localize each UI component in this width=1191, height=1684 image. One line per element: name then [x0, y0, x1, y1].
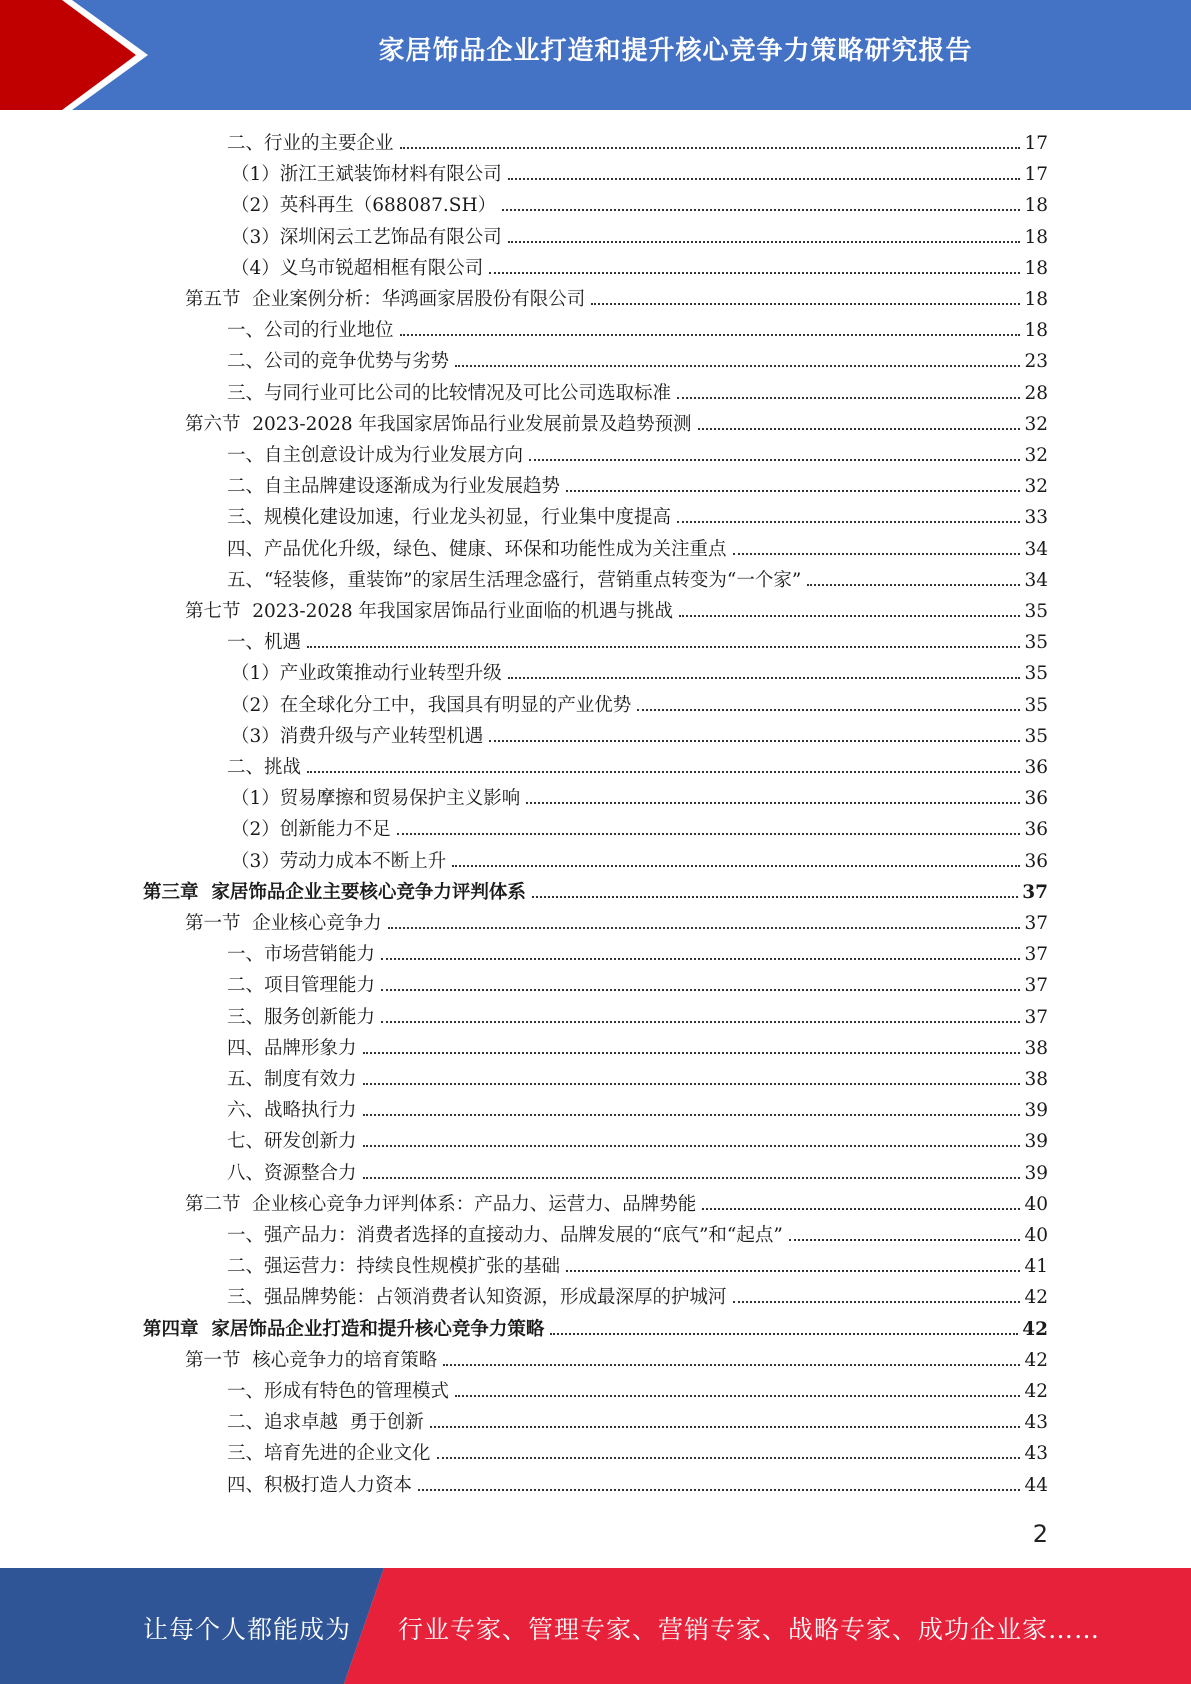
toc-dot-leader: [437, 1456, 1021, 1459]
toc-dot-leader: [363, 1176, 1021, 1179]
toc-entry-page: 34: [1024, 569, 1048, 591]
toc-entry-title: （2）英科再生（688087.SH）: [231, 195, 497, 217]
toc-entry[interactable]: [227, 752, 1048, 783]
toc-entry-page: 37: [1024, 975, 1048, 997]
toc-dot-leader: [807, 583, 1020, 586]
toc-dot-leader: [400, 333, 1021, 336]
toc-entry[interactable]: [231, 721, 1048, 752]
toc-dot-leader: [307, 645, 1020, 648]
toc-entry-title: 五、制度有效力: [227, 1069, 357, 1090]
toc-entry[interactable]: [227, 1282, 1048, 1313]
toc-entry-page: 40: [1024, 1225, 1048, 1246]
toc-entry-page: 18: [1024, 289, 1048, 310]
toc-entry-title: 第三章 家居饰品企业主要核心竞争力评判体系: [143, 881, 526, 903]
toc-entry-title: 二、项目管理能力: [227, 975, 376, 997]
toc-entry-title: 第二节 企业核心竞争力评判体系：产品力、运营力、品牌势能: [185, 1193, 697, 1215]
toc-entry[interactable]: [227, 315, 1048, 346]
toc-entry[interactable]: [227, 1064, 1048, 1095]
toc-entry-title: 四、积极打造人力资本: [227, 1474, 413, 1496]
toc-entry-page: 37: [1024, 1006, 1048, 1028]
toc-entry-page: 42: [1024, 1381, 1048, 1402]
toc-entry-page: 35: [1024, 632, 1048, 654]
toc-dot-leader: [363, 1113, 1021, 1116]
toc-entry[interactable]: [227, 1470, 1048, 1501]
toc-entry[interactable]: [231, 783, 1048, 814]
toc-dot-leader: [677, 396, 1020, 399]
toc-dot-leader: [566, 489, 1020, 492]
toc-entry-page: 17: [1024, 164, 1048, 186]
toc-entry[interactable]: [227, 1407, 1048, 1438]
report-title: 家居饰品企业打造和提升核心竞争力策略研究报告: [378, 36, 973, 66]
toc-entry[interactable]: [231, 253, 1048, 284]
toc-entry[interactable]: [227, 970, 1048, 1001]
toc-entry-title: 第四章 家居饰品企业打造和提升核心竞争力策略: [143, 1318, 545, 1340]
toc-dot-leader: [566, 1269, 1020, 1272]
toc-entry[interactable]: [185, 1189, 1048, 1220]
toc-entry[interactable]: [143, 1314, 1048, 1345]
toc-dot-leader: [397, 832, 1021, 835]
page-header: [0, 0, 1191, 110]
toc-entry-title: 二、挑战: [227, 757, 302, 778]
toc-entry[interactable]: [231, 846, 1048, 877]
toc-entry-page: 43: [1024, 1412, 1048, 1434]
toc-entry-title: （1）产业政策推动行业转型升级: [231, 663, 502, 685]
toc-entry[interactable]: [231, 159, 1048, 190]
toc-entry-title: 二、强运营力：持续良性规模扩张的基础: [227, 1256, 561, 1278]
toc-entry[interactable]: [227, 1033, 1048, 1064]
toc-entry[interactable]: [143, 877, 1048, 908]
toc-entry-title: 二、自主品牌建设逐渐成为行业发展趋势: [227, 476, 561, 498]
toc-dot-leader: [550, 1332, 1018, 1335]
page-number: 2: [1032, 1520, 1048, 1548]
toc-entry[interactable]: [231, 690, 1048, 721]
toc-entry[interactable]: [227, 346, 1048, 377]
toc-entry-title: 一、形成有特色的管理模式: [227, 1381, 450, 1402]
toc-entry-page: 44: [1024, 1474, 1048, 1496]
toc-dot-leader: [452, 864, 1020, 867]
toc-entry[interactable]: [227, 1002, 1048, 1033]
toc-entry-title: 三、规模化建设加速，行业龙头初显，行业集中度提高: [227, 507, 672, 529]
toc-dot-leader: [489, 271, 1020, 274]
toc-entry[interactable]: [227, 1095, 1048, 1126]
toc-entry[interactable]: [227, 1126, 1048, 1157]
toc-entry-title: 一、公司的行业地位: [227, 320, 394, 342]
toc-dot-leader: [381, 957, 1020, 960]
toc-entry-page: 28: [1024, 382, 1048, 404]
toc-entry-title: 七、研发创新力: [227, 1131, 357, 1153]
toc-dot-leader: [508, 240, 1021, 243]
toc-entry[interactable]: [231, 814, 1048, 845]
toc-entry-title: 四、品牌形象力: [227, 1037, 357, 1059]
toc-entry[interactable]: [185, 908, 1048, 939]
toc-entry-title: 三、培育先进的企业文化: [227, 1443, 431, 1465]
toc-entry-page: 36: [1024, 788, 1048, 810]
toc-dot-leader: [430, 1425, 1021, 1428]
toc-entry-title: （3）劳动力成本不断上升: [231, 850, 447, 872]
toc-entry-title: 二、行业的主要企业: [227, 133, 394, 154]
toc-dot-leader: [677, 520, 1020, 523]
toc-entry-page: 37: [1024, 913, 1048, 934]
toc-entry-page: 37: [1022, 881, 1048, 903]
toc-entry-title: （3）深圳闲云工艺饰品有限公司: [231, 226, 502, 248]
toc-entry-title: 第六节 2023-2028 年我国家居饰品行业发展前景及趋势预测: [185, 413, 692, 435]
toc-entry-title: 六、战略执行力: [227, 1100, 357, 1122]
toc-dot-leader: [502, 208, 1020, 211]
toc-entry-page: 18: [1024, 320, 1048, 342]
toc-entry-page: 38: [1024, 1037, 1048, 1059]
toc-entry-page: 40: [1024, 1193, 1048, 1215]
toc-entry-page: 39: [1024, 1131, 1048, 1153]
toc-entry-title: 第一节 企业核心竞争力: [185, 913, 382, 934]
toc-dot-leader: [733, 552, 1021, 555]
toc-dot-leader: [388, 926, 1021, 929]
toc-entry-page: 39: [1024, 1100, 1048, 1122]
toc-dot-leader: [363, 1051, 1021, 1054]
toc-entry-page: 42: [1024, 1287, 1048, 1309]
toc-entry-title: 八、资源整合力: [227, 1162, 357, 1184]
toc-dot-leader: [789, 1238, 1021, 1241]
toc-entry-title: （4）义乌市锐超相框有限公司: [231, 257, 484, 279]
toc-dot-leader: [698, 427, 1021, 430]
toc-entry-title: 五、“轻装修，重装饰”的家居生活理念盛行，营销重点转变为“一个家”: [227, 569, 802, 591]
toc-entry-page: 18: [1024, 195, 1048, 217]
toc-dot-leader: [381, 988, 1020, 991]
toc-entry-page: 41: [1024, 1256, 1048, 1278]
toc-entry-title: 一、强产品力：消费者选择的直接动力、品牌发展的“底气”和“起点”: [227, 1225, 783, 1246]
toc-entry[interactable]: [227, 939, 1048, 970]
toc-entry-title: （1）贸易摩擦和贸易保护主义影响: [231, 788, 521, 810]
toc-dot-leader: [363, 1144, 1021, 1147]
toc-dot-leader: [418, 1488, 1020, 1491]
toc-entry-title: 二、追求卓越 勇于创新: [227, 1412, 424, 1434]
toc-entry[interactable]: [231, 658, 1048, 689]
toc-entry[interactable]: [227, 565, 1048, 596]
toc-entry-title: 三、强品牌势能：占领消费者认知资源，形成最深厚的护城河: [227, 1287, 727, 1309]
toc-entry-page: 37: [1024, 944, 1048, 966]
toc-entry-title: 一、自主创意设计成为行业发展方向: [227, 445, 524, 466]
toc-entry[interactable]: [227, 1158, 1048, 1189]
toc-entry-page: 43: [1024, 1443, 1048, 1465]
toc-dot-leader: [443, 1363, 1020, 1366]
toc-dot-leader: [455, 364, 1020, 367]
toc-entry-page: 39: [1024, 1162, 1048, 1184]
toc-entry[interactable]: [231, 190, 1048, 221]
toc-dot-leader: [400, 146, 1021, 149]
toc-entry-page: 34: [1024, 538, 1048, 560]
toc-entry-page: 35: [1024, 663, 1048, 685]
footer-slogan-left: 让每个人都能成为: [143, 1615, 352, 1644]
toc-entry-title: （3）消费升级与产业转型机遇: [231, 725, 484, 747]
toc-entry[interactable]: [227, 128, 1048, 159]
toc-entry-page: 36: [1024, 757, 1048, 778]
toc-entry[interactable]: [227, 1251, 1048, 1282]
toc-entry[interactable]: [227, 1438, 1048, 1469]
toc-entry-page: 32: [1024, 476, 1048, 498]
toc-entry-page: 35: [1024, 694, 1048, 716]
toc-entry-page: 32: [1024, 413, 1048, 435]
toc-entry[interactable]: [185, 1345, 1048, 1376]
toc-entry[interactable]: [227, 1376, 1048, 1407]
toc-entry-page: 36: [1024, 819, 1048, 841]
toc-entry-title: 三、与同行业可比公司的比较情况及可比公司选取标准: [227, 382, 672, 404]
toc-entry-page: 23: [1024, 351, 1048, 373]
toc-entry[interactable]: [185, 409, 1048, 440]
toc-entry-title: （1）浙江王斌装饰材料有限公司: [231, 164, 502, 186]
footer-slogan-right: 行业专家、管理专家、营销专家、战略专家、成功企业家……: [398, 1615, 1101, 1644]
toc-dot-leader: [702, 1207, 1020, 1210]
toc-entry[interactable]: [227, 1220, 1048, 1251]
toc-entry-page: 36: [1024, 850, 1048, 872]
toc-dot-leader: [455, 1394, 1020, 1397]
toc-entry-title: 三、服务创新能力: [227, 1006, 376, 1028]
toc-dot-leader: [529, 458, 1020, 461]
toc-entry-title: （2）在全球化分工中，我国具有明显的产业优势: [231, 694, 632, 716]
toc-entry-page: 32: [1024, 445, 1048, 466]
toc-entry-page: 33: [1024, 507, 1048, 529]
toc-dot-leader: [508, 177, 1021, 180]
toc-entry[interactable]: [227, 471, 1048, 502]
toc-entry[interactable]: [185, 284, 1048, 315]
toc-dot-leader: [591, 302, 1020, 305]
toc-entry-page: 35: [1024, 601, 1048, 622]
toc-entry-title: 一、市场营销能力: [227, 944, 376, 966]
toc-entry[interactable]: [227, 534, 1048, 565]
toc-entry-title: 第五节 企业案例分析：华鸿画家居股份有限公司: [185, 289, 586, 310]
toc-entry-page: 35: [1024, 725, 1048, 747]
toc-dot-leader: [526, 801, 1020, 804]
toc-entry-title: 四、产品优化升级，绿色、健康、环保和功能性成为关注重点: [227, 538, 727, 560]
toc-dot-leader: [363, 1082, 1021, 1085]
toc-entry-title: 第一节 核心竞争力的培育策略: [185, 1349, 438, 1371]
toc-dot-leader: [489, 739, 1020, 742]
toc-entry-page: 18: [1024, 226, 1048, 248]
toc-entry-page: 17: [1024, 133, 1048, 154]
toc-dot-leader: [381, 1020, 1020, 1023]
toc-entry[interactable]: [185, 596, 1048, 627]
toc-entry-page: 42: [1022, 1318, 1048, 1340]
toc-entry[interactable]: [227, 627, 1048, 658]
toc-entry[interactable]: [227, 378, 1048, 409]
page-footer: [0, 1568, 1191, 1684]
toc-entry[interactable]: [227, 440, 1048, 471]
toc-entry-page: 38: [1024, 1069, 1048, 1090]
toc-entry-title: 一、机遇: [227, 632, 302, 654]
toc-entry-title: 二、公司的竞争优势与劣势: [227, 351, 450, 373]
toc-dot-leader: [637, 708, 1020, 711]
toc-dot-leader: [307, 770, 1020, 773]
toc-dot-leader: [508, 676, 1021, 679]
toc-entry-title: 第七节 2023-2028 年我国家居饰品行业面临的机遇与挑战: [185, 601, 674, 622]
toc-dot-leader: [532, 895, 1018, 898]
toc-entry-title: （2）创新能力不足: [231, 819, 391, 841]
toc-dot-leader: [733, 1300, 1021, 1303]
toc-entry-page: 18: [1024, 257, 1048, 279]
toc-entry[interactable]: [227, 502, 1048, 533]
toc-dot-leader: [679, 614, 1020, 617]
toc-entry-page: 42: [1024, 1349, 1048, 1371]
toc-entry[interactable]: [231, 222, 1048, 253]
